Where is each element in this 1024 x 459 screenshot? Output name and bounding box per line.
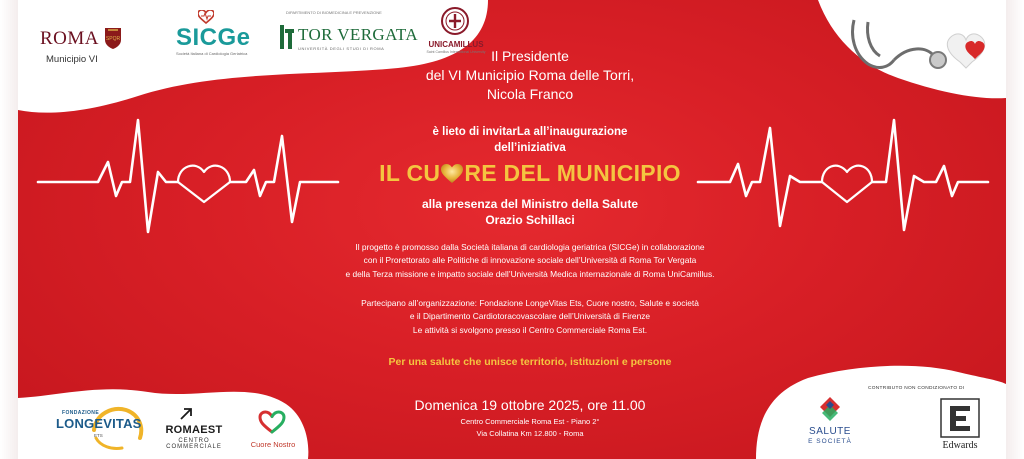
project-line: e della Terza missione e impatto sociale dell’Università Medica internazionale di Roma UniCamillus. (345, 268, 715, 279)
edwards-logo-text: Edwards (942, 440, 978, 451)
presence-line: alla presenza del Ministro della Salute (421, 197, 639, 211)
project-line: con il Prorettorato alle Politiche di innovazione sociale dell’Università di Roma Tor Vergata (363, 255, 697, 266)
presence-line: Orazio Schillaci (485, 213, 575, 227)
tor-vergata-department: DIPARTIMENTO DI BIOMEDICINA E PREVENZIONE (286, 10, 382, 15)
partners-line: e il Dipartimento Cardiotoracovascolare dell’Università di Firenze (409, 311, 651, 322)
cuore-nostro-heart-icon (258, 410, 286, 434)
intro-line: Il Presidente (491, 48, 569, 64)
project-line: Il progetto è promosso dalla Società italiana di cardiologia geriatrica (SICGe) in collaborazione (355, 242, 705, 252)
unicamillus-logo-subtitle: Saint Camillus International University (426, 50, 486, 54)
location-line: Centro Commerciale Roma Est - Piano 2° (460, 417, 600, 426)
intro-line: del VI Municipio Roma delle Torri, (425, 67, 635, 83)
edwards-e-icon (940, 398, 980, 438)
tor-vergata-logo-subtitle: UNIVERSITÀ DEGLI STUDI DI ROMA (298, 46, 385, 51)
roma-logo-text: ROMA (40, 28, 100, 49)
invitation-card (18, 0, 1006, 459)
salute-cross-icon (816, 395, 844, 425)
project-description (220, 241, 840, 281)
svg-text:SPQR: SPQR (105, 36, 121, 42)
longevitas-foundation-label: FONDAZIONE (62, 410, 100, 416)
romaest-logo-subtitle: CENTRO COMMERCIALE (166, 438, 222, 450)
romaest-logo-text: ROMAEST (165, 424, 223, 436)
partners-line: Partecipano all’organizzazione: Fondazione LongeVitas Ets, Cuore nostro, Salute e società (361, 298, 699, 308)
roma-logo-subtitle: Municipio VI (46, 54, 98, 65)
sicge-logo-text: SICGe (176, 24, 251, 51)
intro-line: Nicola Franco (486, 86, 574, 102)
event-location (280, 416, 780, 439)
right-margin (1006, 0, 1024, 459)
tor-vergata-mark-icon (280, 25, 294, 49)
longevitas-logo-text: LONGEVITAS (56, 416, 142, 431)
salute-logo-subtitle: E SOCIETÀ (808, 438, 852, 445)
sponsor-note: CONTRIBUTO NON CONDIZIONATO DI (868, 386, 965, 391)
roma-municipio-logo (40, 16, 130, 76)
invite-line: è lieto di invitarLa all’inaugurazione (432, 126, 628, 138)
minister-presence (280, 196, 780, 228)
invitation-intro (280, 47, 780, 104)
invite-line: dell’iniziativa (494, 142, 566, 154)
sicge-logo-subtitle: Società Italiana di Cardiologia Geriatrica (176, 51, 248, 56)
romaest-arrow-icon (180, 408, 192, 420)
cuore-nostro-logo-text: Cuore Nostro (250, 440, 296, 449)
stethoscope-heart-icon (848, 16, 998, 92)
sicge-logo (176, 10, 256, 64)
invitation-message (280, 124, 780, 156)
salute-logo-text: SALUTE (809, 426, 851, 437)
romaest-logo (152, 408, 236, 448)
event-title-part: RE DEL MUNICIPIO (464, 160, 681, 186)
partners-line: Le attività si svolgono presso il Centro Commerciale Roma Est. (412, 324, 648, 335)
gold-heart-icon (441, 164, 463, 184)
unicamillus-crest-icon (440, 6, 470, 38)
partners-description (220, 297, 840, 337)
salute-e-societa-logo (790, 395, 870, 451)
sicge-heart-icon (198, 10, 214, 24)
event-motto: Per una salute che unisce territorio, istituzioni e persone (388, 356, 672, 368)
longevitas-ets-label: ETS (94, 433, 103, 438)
edwards-logo (930, 398, 990, 454)
location-line: Via Collatina Km 12.800 - Roma (476, 428, 584, 438)
cuore-nostro-logo (244, 410, 302, 450)
unicamillus-logo-text: UNICAMILLUS (428, 40, 484, 49)
tor-vergata-logo-text: TOR VERGATA (298, 25, 419, 44)
left-margin (0, 0, 18, 459)
event-date: Domenica 19 ottobre 2025, ore 11.00 (414, 397, 646, 413)
event-title-part: IL CU (379, 160, 441, 186)
roma-crest-icon (104, 26, 122, 50)
event-title (280, 160, 780, 187)
longevitas-logo (56, 402, 142, 452)
